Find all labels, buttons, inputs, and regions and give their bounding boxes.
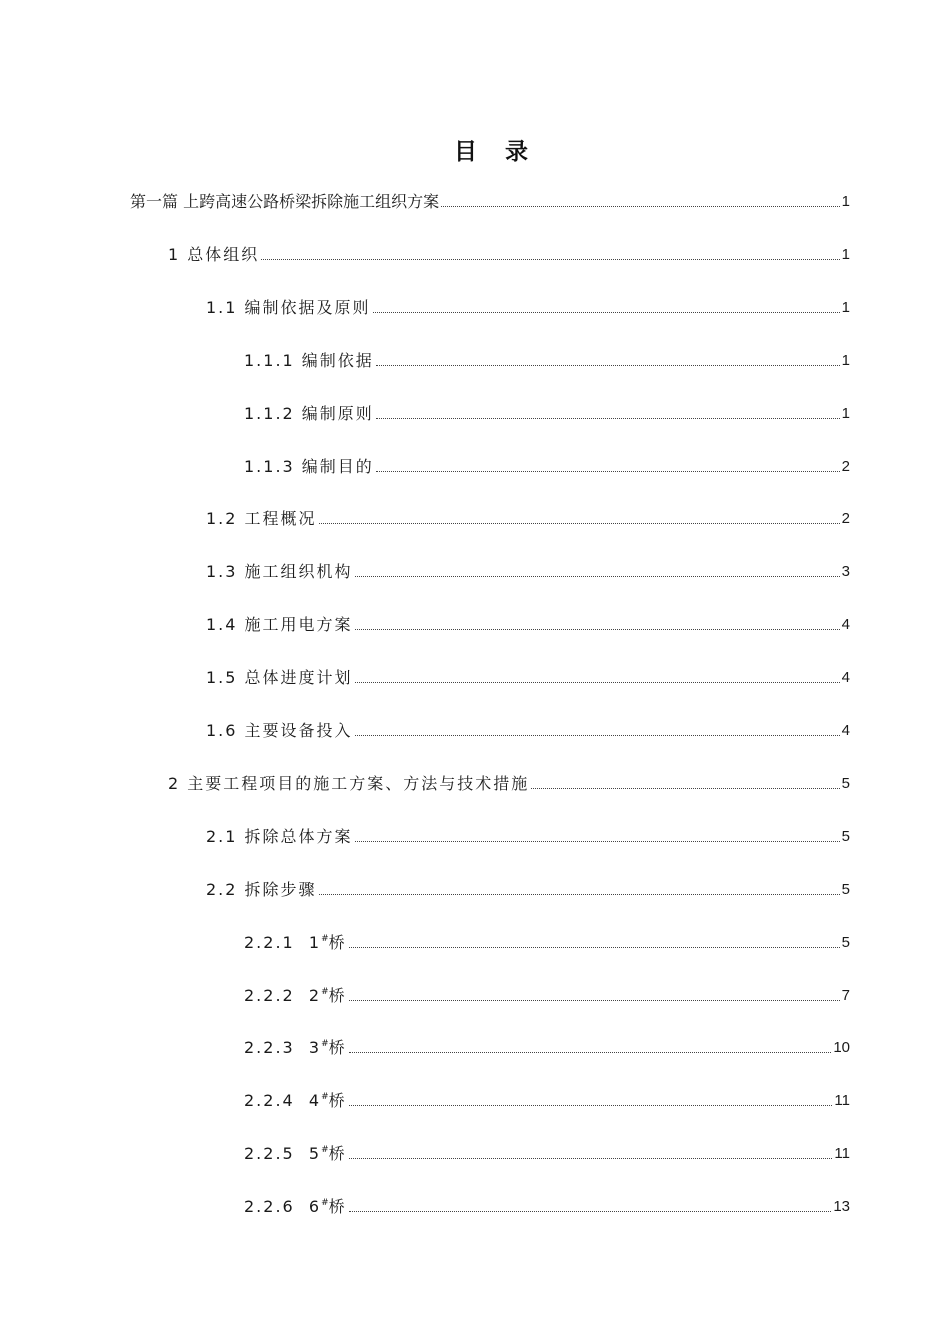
toc-entry-label-sup: # (321, 986, 329, 997)
toc-entry[interactable] (206, 876, 850, 900)
toc-dot-leader (349, 947, 840, 948)
toc-entry[interactable] (244, 1193, 850, 1217)
toc-dot-leader (349, 1211, 832, 1212)
toc-entry-number: 1.3 (206, 562, 245, 581)
toc-dot-leader (355, 576, 840, 577)
toc-entry-label (309, 1038, 347, 1058)
toc-entry-page-number: 5 (841, 934, 850, 951)
toc-entry-label-sup: # (321, 1038, 329, 1049)
toc-entry[interactable] (244, 929, 850, 953)
toc-entry-page-number: 1 (841, 405, 850, 422)
toc-entry-page-number: 1 (841, 193, 850, 210)
toc-entry-label-sup: # (321, 1091, 329, 1102)
toc-dot-leader (349, 1000, 840, 1001)
toc-entry-page-number: 4 (841, 669, 850, 686)
toc-dot-leader (349, 1052, 832, 1053)
toc-entry-label-suffix: 桥 (328, 1091, 347, 1110)
toc-entry-page-number: 10 (833, 1039, 850, 1056)
toc-entry-number: 2.2.2 (244, 986, 309, 1005)
toc-entry-number: 2.2.6 (244, 1197, 309, 1216)
toc-entry-label: 总体组织 (187, 245, 260, 264)
toc-entry[interactable] (130, 188, 850, 212)
toc-entry-label (309, 1197, 347, 1217)
toc-entry-page-number: 7 (841, 987, 850, 1004)
toc-entry-label: 编制依据 (301, 351, 374, 370)
toc-entry-number: 1.1.2 (244, 404, 302, 423)
toc-entry-label-number: 2 (308, 986, 322, 1005)
toc-entry-label: 施工用电方案 (244, 615, 353, 634)
toc-entry-page-number: 2 (841, 458, 850, 475)
toc-entry-number: 1.6 (206, 721, 245, 740)
toc-dot-leader (319, 523, 840, 524)
toc-entry-page-number: 5 (841, 828, 850, 845)
toc-entry[interactable] (206, 611, 850, 635)
toc-entry-number: 1.5 (206, 668, 245, 687)
toc-entry[interactable] (206, 717, 850, 741)
toc-entry-label: 施工组织机构 (244, 562, 353, 581)
toc-entry[interactable] (206, 558, 850, 582)
toc-entry[interactable] (206, 294, 850, 318)
toc-entry-label: 主要工程项目的施工方案、方法与技术措施 (187, 774, 530, 793)
toc-dot-leader (319, 894, 840, 895)
toc-dot-leader (441, 206, 840, 207)
toc-entry-label: 编制原则 (301, 404, 374, 423)
toc-entry-label-number: 4 (308, 1091, 322, 1110)
toc-entry-label-suffix: 桥 (328, 1038, 347, 1057)
toc-entry-number: 1.1 (206, 298, 245, 317)
toc-entry-number: 2.2.5 (244, 1144, 309, 1163)
toc-entry-label-number: 5 (308, 1144, 322, 1163)
toc-entry-page-number: 11 (834, 1145, 850, 1162)
toc-entry-label-suffix: 桥 (328, 933, 347, 952)
toc-entry-page-number: 4 (841, 616, 850, 633)
toc-entry-page-number: 1 (841, 299, 850, 316)
toc-entry-number: 2.2.4 (244, 1091, 309, 1110)
toc-entry-number: 2.2 (206, 880, 245, 899)
toc-entry-page-number: 5 (841, 775, 850, 792)
toc-entry-label (309, 986, 347, 1006)
toc-entry-page-number: 11 (834, 1092, 850, 1109)
toc-entry-page-number: 13 (833, 1198, 850, 1215)
toc-entry-label: 工程概况 (244, 509, 317, 528)
toc-dot-leader (373, 312, 840, 313)
toc-entry-label: 编制依据及原则 (244, 298, 371, 317)
toc-entry-label: 总体进度计划 (244, 668, 353, 687)
toc-entry-number: 2.2.1 (244, 933, 309, 952)
toc-dot-leader (376, 471, 840, 472)
toc-entry-label-suffix: 桥 (328, 986, 347, 1005)
toc-entry[interactable] (244, 1140, 850, 1164)
toc-entry-label: 编制目的 (301, 457, 374, 476)
toc-entry-label: 拆除总体方案 (244, 827, 353, 846)
page-title: 目 录 (453, 139, 538, 165)
toc-entry[interactable] (168, 770, 850, 794)
toc-dot-leader (355, 841, 840, 842)
toc-entry[interactable] (244, 982, 850, 1006)
toc-dot-leader (376, 365, 840, 366)
toc-entry-label: 拆除步骤 (244, 880, 317, 899)
toc-dot-leader (355, 629, 840, 630)
toc-entry-label-number: 1 (308, 933, 322, 952)
toc-entry-label (309, 1091, 347, 1111)
toc-entry[interactable] (206, 664, 850, 688)
toc-dot-leader (261, 259, 839, 260)
toc-entry[interactable] (206, 505, 850, 529)
toc-entry-label-number: 6 (308, 1197, 322, 1216)
toc-entry-number: 2.2.3 (244, 1038, 309, 1057)
toc-entry-label (309, 933, 347, 953)
toc-entry-label: 主要设备投入 (244, 721, 353, 740)
toc-entry-label-sup: # (321, 1144, 329, 1155)
toc-entry-number: 2 (168, 774, 188, 793)
toc-entry-number: 1.2 (206, 509, 245, 528)
toc-entry-page-number: 1 (841, 352, 850, 369)
toc-entry[interactable] (244, 400, 850, 424)
toc-entry-number: 1.4 (206, 615, 245, 634)
toc-dot-leader (355, 682, 840, 683)
toc-entry[interactable] (244, 453, 850, 477)
toc-entry-page-number: 2 (841, 510, 850, 527)
toc-entry[interactable] (168, 241, 850, 265)
toc-entry-number: 2.1 (206, 827, 245, 846)
toc-entry[interactable] (244, 1034, 850, 1058)
toc-entry[interactable] (244, 1087, 850, 1111)
toc-entry-label (309, 1144, 347, 1164)
toc-entry-label-sup: # (321, 933, 329, 944)
toc-entry-label-sup: # (321, 1197, 329, 1208)
toc-dot-leader (349, 1158, 833, 1159)
toc-entry-label-number: 3 (308, 1038, 322, 1057)
toc-entry[interactable] (244, 347, 850, 371)
toc-entry-number: 1.1.1 (244, 351, 302, 370)
toc-dot-leader (531, 788, 839, 789)
toc-dot-leader (355, 735, 840, 736)
toc-entry-page-number: 3 (841, 563, 850, 580)
toc-entry-number: 1 (168, 245, 188, 264)
toc-entry-page-number: 1 (841, 246, 850, 263)
toc-entry-label-suffix: 桥 (328, 1197, 347, 1216)
toc-entry-number: 1.1.3 (244, 457, 302, 476)
toc-entry[interactable] (206, 823, 850, 847)
toc-dot-leader (376, 418, 840, 419)
toc-entry-page-number: 5 (841, 881, 850, 898)
toc-entry-label-suffix: 桥 (328, 1144, 347, 1163)
toc-entry-page-number: 4 (841, 722, 850, 739)
toc-dot-leader (349, 1105, 833, 1106)
toc-entry-label: 第一篇 上跨高速公路桥梁拆除施工组织方案 (130, 192, 440, 211)
